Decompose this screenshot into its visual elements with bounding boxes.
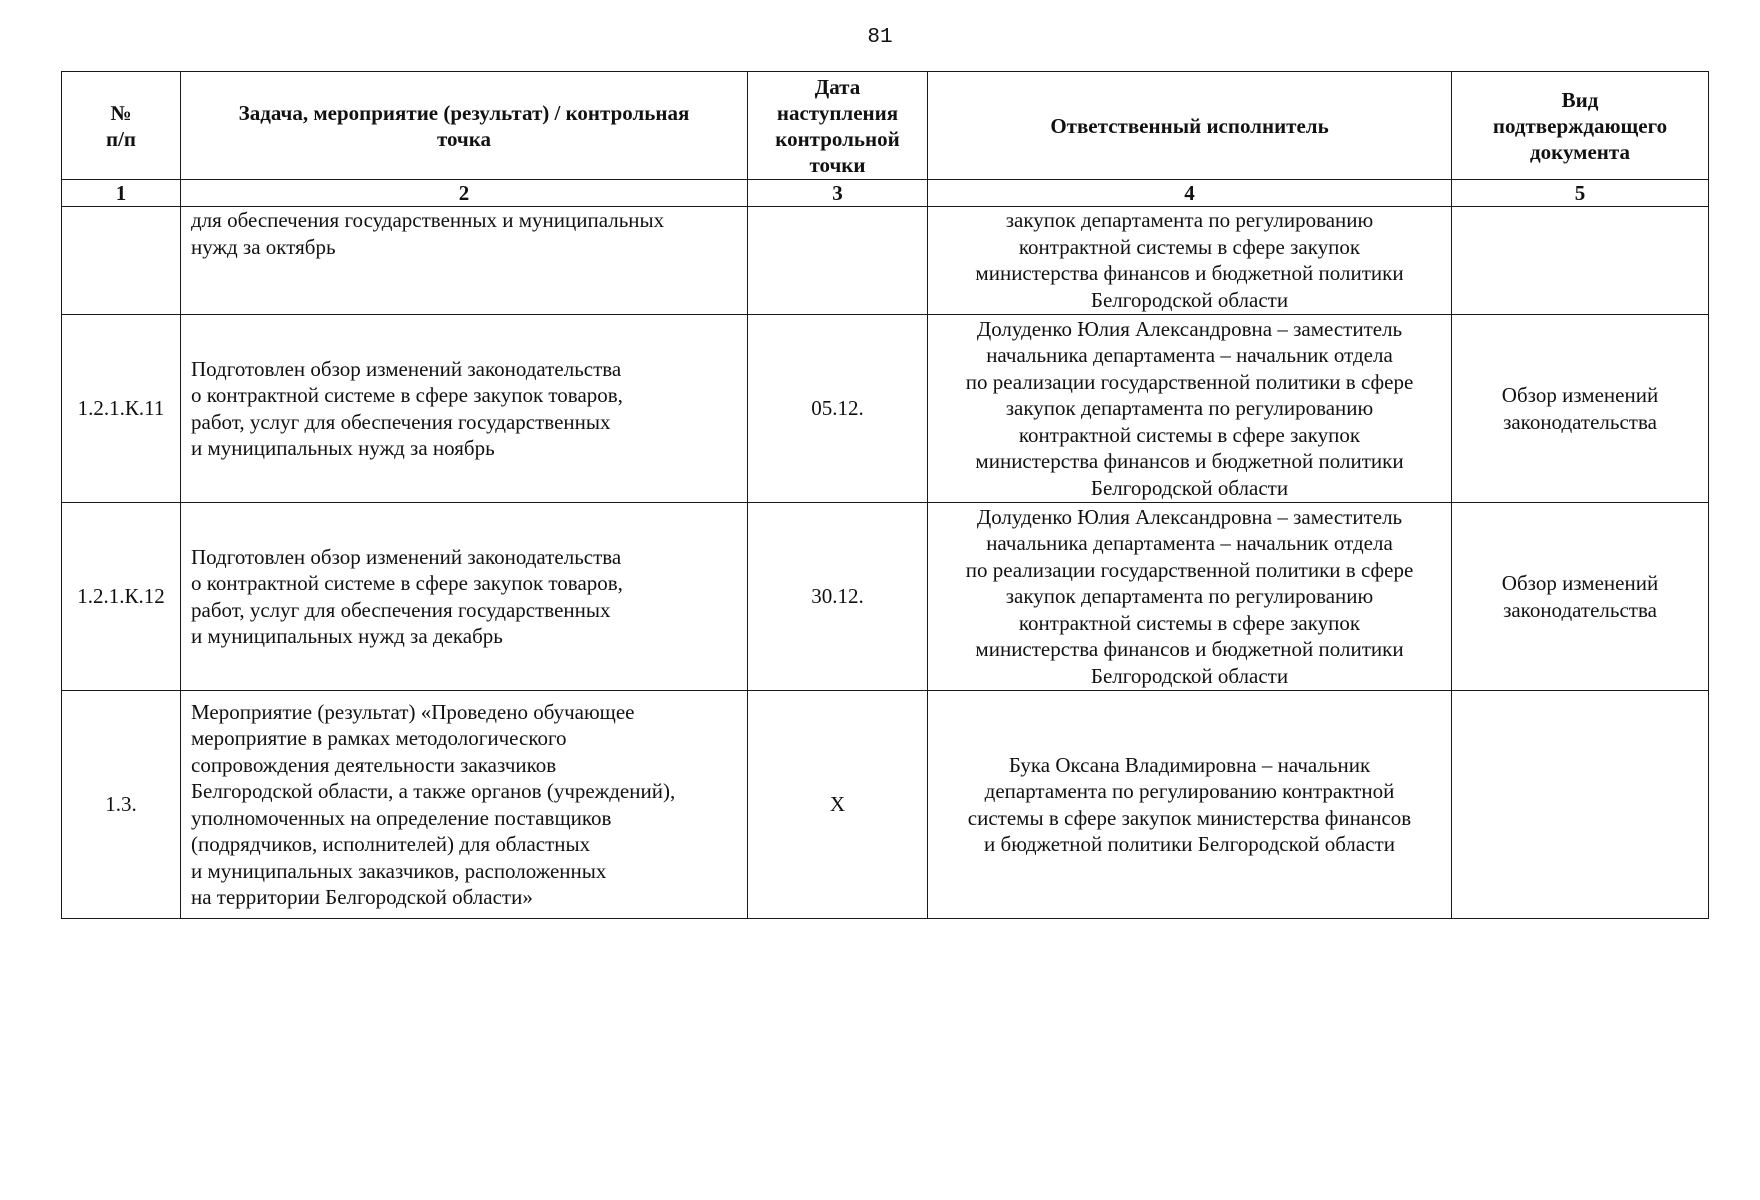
row-date: Х: [748, 691, 928, 919]
column-number: 5: [1452, 180, 1709, 207]
header-row: [62, 72, 1709, 180]
page-number: 81: [867, 26, 893, 49]
header-responsible: Ответственный исполнитель: [928, 72, 1452, 180]
row-number: [62, 207, 181, 315]
table-row: [62, 503, 1709, 691]
row-date: 05.12.: [748, 315, 928, 503]
header-date: Дата наступления контрольной точки: [748, 72, 928, 180]
column-number: 1: [62, 180, 181, 207]
row-number: 1.3.: [62, 691, 181, 919]
row-date: [748, 207, 928, 315]
row-number: 1.2.1.К.11: [62, 315, 181, 503]
table-row: [62, 691, 1709, 919]
row-document: [1452, 207, 1709, 315]
row-task: Подготовлен обзор изменений законодательства о контрактной системе в сфере закупок товаров, работ, услуг для обеспечения государственных и муниципальных нужд за ноябрь: [181, 315, 748, 503]
row-date: 30.12.: [748, 503, 928, 691]
table-row: [62, 207, 1709, 315]
row-responsible: Долуденко Юлия Александровна – заместитель начальника департамента – начальник отдела по реализации государственной политики в сфере закупок департамента по регулированию контрактной системы в сфере закупок министерства финансов и бюджетной политики Белгородской области: [928, 315, 1452, 503]
header-task: Задача, мероприятие (результат) / контрольная точка: [181, 72, 748, 180]
header-document: Вид подтверждающего документа: [1452, 72, 1709, 180]
control-points-table: [61, 71, 1709, 919]
row-document: Обзор изменений законодательства: [1452, 315, 1709, 503]
column-number: 2: [181, 180, 748, 207]
column-number: 3: [748, 180, 928, 207]
row-document: [1452, 691, 1709, 919]
row-responsible: Долуденко Юлия Александровна – заместитель начальника департамента – начальник отдела по реализации государственной политики в сфере закупок департамента по регулированию контрактной системы в сфере закупок министерства финансов и бюджетной политики Белгородской области: [928, 503, 1452, 691]
column-number: 4: [928, 180, 1452, 207]
row-responsible: Бука Оксана Владимировна – начальник департамента по регулированию контрактной системы в сфере закупок министерства финансов и бюджетной политики Белгородской области: [928, 691, 1452, 919]
column-number-row: [62, 180, 1709, 207]
row-task: для обеспечения государственных и муниципальных нужд за октябрь: [181, 207, 748, 315]
row-responsible: закупок департамента по регулированию контрактной системы в сфере закупок министерства финансов и бюджетной политики Белгородской области: [928, 207, 1452, 315]
row-task: Мероприятие (результат) «Проведено обучающее мероприятие в рамках методологического сопровождения деятельности заказчиков Белгородской области, а также органов (учреждений), уполномоченных на определение поставщиков (подрядчиков, исполнителей) для областных и муниципальных заказчиков, расположенных на территории Белгородской области»: [181, 691, 748, 919]
row-number: 1.2.1.К.12: [62, 503, 181, 691]
header-number: № п/п: [62, 72, 181, 180]
table-row: [62, 315, 1709, 503]
row-document: Обзор изменений законодательства: [1452, 503, 1709, 691]
row-task: Подготовлен обзор изменений законодательства о контрактной системе в сфере закупок товаров, работ, услуг для обеспечения государственных и муниципальных нужд за декабрь: [181, 503, 748, 691]
